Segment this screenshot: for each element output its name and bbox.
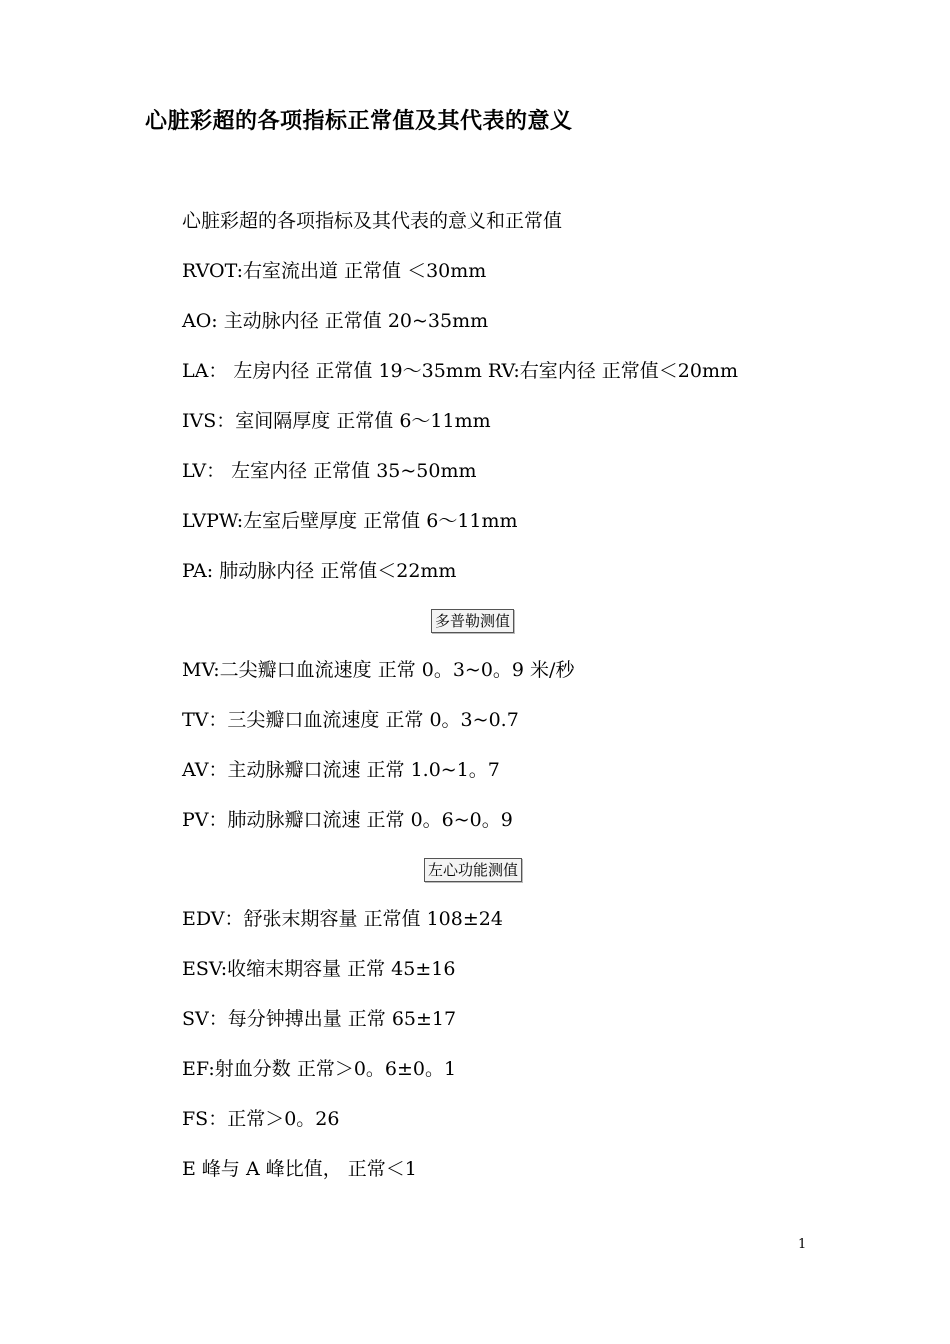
- measurement-rvot: RVOT:右室流出道 正常值 ＜30mm: [182, 260, 487, 282]
- page-number: 1: [798, 1237, 807, 1252]
- measurement-pa: PA: 肺动脉内径 正常值＜22mm: [182, 560, 457, 582]
- lv-function-esv: ESV:收缩末期容量 正常 45±16: [182, 958, 456, 980]
- lv-function-ea-ratio: E 峰与 A 峰比值， 正常＜1: [182, 1158, 417, 1180]
- measurement-lv: LV： 左室内径 正常值 35~50mm: [182, 460, 477, 482]
- document-title: 心脏彩超的各项指标正常值及其代表的意义: [145, 109, 573, 134]
- measurement-lvpw: LVPW:左室后壁厚度 正常值 6～11mm: [182, 510, 518, 532]
- lv-function-fs: FS：正常＞0。26: [182, 1108, 340, 1130]
- doppler-mv: MV:二尖瓣口血流速度 正常 0。3~0。9 米/秒: [182, 659, 575, 681]
- measurement-la-rv: LA： 左房内径 正常值 19～35mm RV:右室内径 正常值＜20mm: [182, 360, 738, 382]
- measurement-ivs: IVS：室间隔厚度 正常值 6～11mm: [182, 410, 491, 432]
- lv-function-sv: SV：每分钟搏出量 正常 65±17: [182, 1008, 457, 1030]
- doppler-av: AV：主动脉瓣口流速 正常 1.0~1。7: [182, 759, 500, 781]
- intro-line: 心脏彩超的各项指标及其代表的意义和正常值: [182, 210, 563, 232]
- lv-function-ef: EF:射血分数 正常＞0。6±0。1: [182, 1058, 457, 1080]
- lv-function-edv: EDV：舒张末期容量 正常值 108±24: [182, 908, 503, 930]
- doppler-pv: PV：肺动脉瓣口流速 正常 0。6~0。9: [182, 809, 513, 831]
- doppler-section-label: 多普勒测值: [431, 609, 514, 633]
- doppler-tv: TV：三尖瓣口血流速度 正常 0。3~0.7: [182, 709, 519, 731]
- lv-function-section-label: 左心功能测值: [424, 858, 522, 882]
- measurement-ao: AO: 主动脉内径 正常值 20~35mm: [182, 310, 489, 332]
